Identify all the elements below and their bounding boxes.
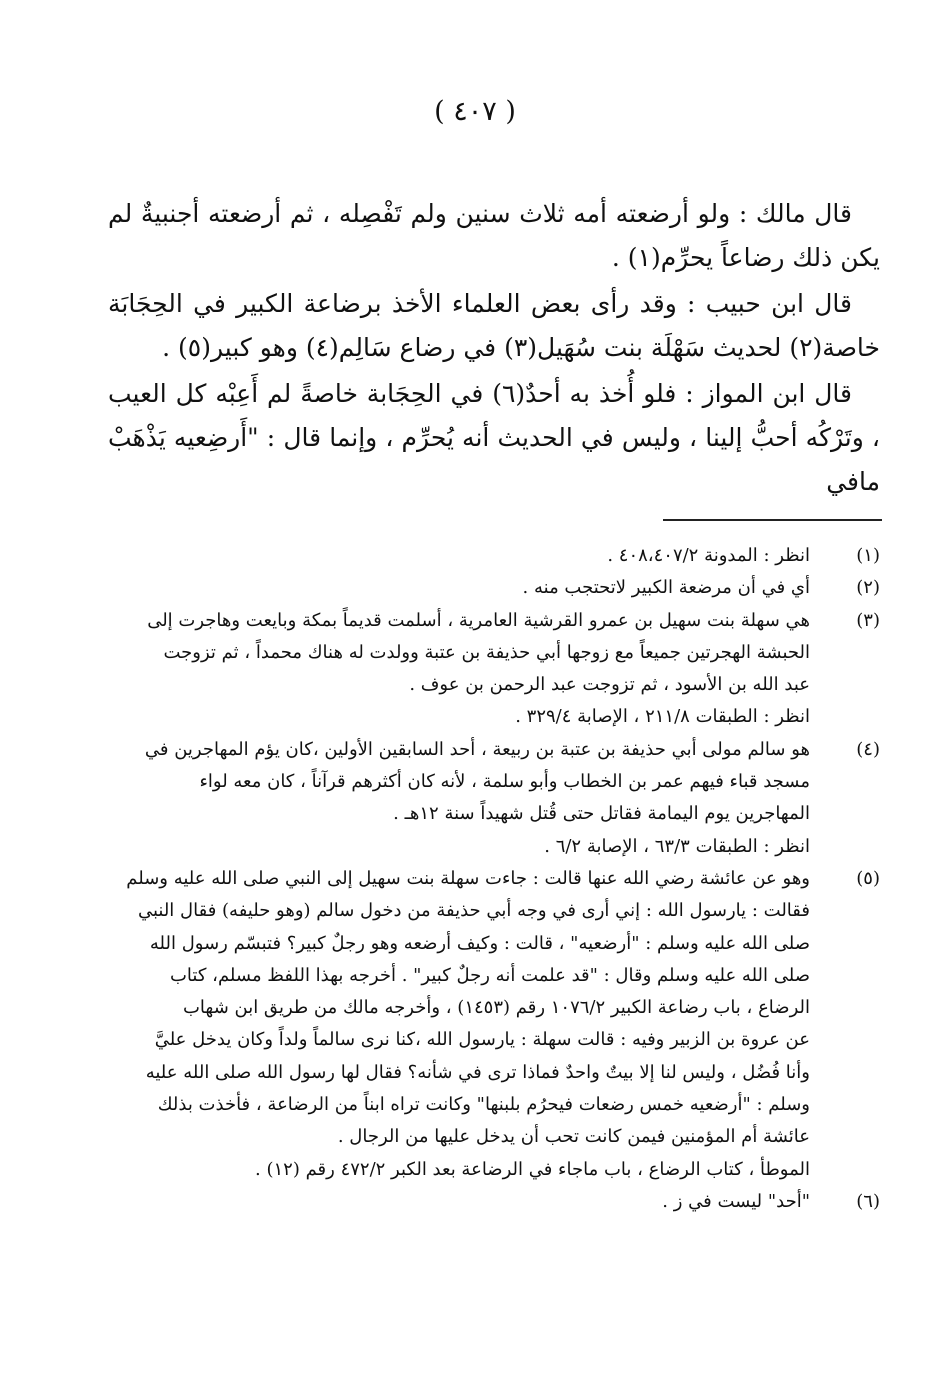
footnote-line: صلى الله عليه وسلم وقال : "قد علمت أنه رجلٌ كبير" . أخرجه بهذا اللفظ مسلم، كتاب bbox=[169, 964, 810, 986]
footnote-separator bbox=[663, 519, 882, 521]
page-number: ( ٤٠٧ ) bbox=[434, 96, 516, 127]
footnotes bbox=[108, 540, 880, 1218]
footnote-line: انظر : الطبقات ٦٣/٣ ، الإصابة ٦/٢ . bbox=[544, 835, 810, 857]
footnote-line: "أحد" ليست في ز . bbox=[662, 1190, 810, 1212]
footnote-number: (٢) bbox=[856, 577, 880, 599]
footnote-number: (٦) bbox=[856, 1190, 880, 1212]
footnote-line: هي سهلة بنت سهيل بن عمرو القرشية العامرية ، أسلمت قديماً بمكة وبايعت وهاجرت إلى bbox=[147, 609, 810, 631]
footnote-line: وسلم : "أرضعيه خمس رضعات فيحرُم بلبنها" وكانت تراه ابناً من الرضاعة ، فأخذت بذلك bbox=[157, 1094, 810, 1116]
footnote-line: عبد الله بن الأسود ، ثم تزوجت عبد الرحمن بن عوف . bbox=[409, 674, 810, 696]
footnote-line: وهو عن عائشة رضي الله عنها قالت : جاءت سهلة بنت سهيل إلى النبي صلى الله عليه وسلم bbox=[126, 867, 810, 889]
footnote-number: (٥) bbox=[856, 867, 880, 889]
footnote-line: الموطأ ، كتاب الرضاع ، باب ماجاء في الرضاعة بعد الكبر ٤٧٢/٢ رقم (١٢) . bbox=[255, 1158, 810, 1180]
footnote-line: الحبشة الهجرتين جميعاً مع زوجها أبي حذيفة بن عتبة وولدت له هناك محمداً ، ثم تزوجت bbox=[163, 641, 810, 663]
footnote-line: فقالت : يارسول الله : إني أرى في وجه أبي حذيفة من دخول سالم (وهو حليفه) فقال النبي bbox=[137, 900, 810, 922]
paragraph-ibn-habib: قال ابن حبيب : وقد رأى بعض العلماء الأخذ برضاعة الكبير في الحِجَابَة خاصة(٢) لحديث سَهْلَة بنت سُهَيل(٣) في رضاع سَالِم(٤) وهو كبير(٥) . bbox=[108, 289, 880, 362]
footnote-line: صلى الله عليه وسلم : "أرضعيه" ، قالت : وكيف أرضعه وهو رجلٌ كبير؟ فتبسّم رسول الله bbox=[149, 932, 810, 954]
footnote-number: (٤) bbox=[856, 738, 880, 760]
footnote-line: أي في أن مرضعة الكبير لاتحتجب منه . bbox=[522, 577, 810, 599]
footnote bbox=[108, 540, 880, 572]
footnote-line: انظر : الطبقات ٢١١/٨ ، الإصابة ٣٢٩/٤ . bbox=[515, 706, 810, 728]
footnote-line: الرضاع ، باب رضاعة الكبير ١٠٧٦/٢ رقم (١٤٥٣) ، وأخرجه مالك من طريق ابن شهاب bbox=[182, 997, 810, 1019]
footnote bbox=[108, 734, 880, 863]
footnote-line: عن عروة بن الزبير وفيه : قالت سهلة : يارسول الله ،كنا نرى سالماً ولداً وكان يدخل عليَّ bbox=[154, 1029, 810, 1051]
footnote-line: هو سالم مولى أبي حذيفة بن عتبة بن ربيعة ، أحد السابقين الأولين ،كان يؤم المهاجرين في bbox=[144, 738, 810, 760]
footnote bbox=[108, 863, 880, 1186]
footnote-number: (١) bbox=[856, 545, 880, 566]
footnote-line: وأنا فُضُل ، وليس لنا إلا بيتٌ واحدٌ فماذا ترى في شأنه؟ فقال لها رسول الله صلى الله عليه bbox=[145, 1061, 810, 1083]
paragraph-ibn-al-mawwaz: قال ابن المواز : فلو أُخذ به أحدٌ(٦) في الحِجَابة خاصةً لم أَعِبْه كل العيب ، وتَرْكُه أحبُّ إلينا ، وليس في الحديث أنه يُحرِّم ، وإنما قال : "أَرضِعيه يَذْهَبْ مافي bbox=[108, 379, 880, 496]
footnote-line: مسجد قباء فيهم عمر بن الخطاب وأبو سلمة ، لأنه كان أكثرهم قرآناً ، كان معه لواء bbox=[199, 771, 810, 793]
footnote bbox=[108, 572, 880, 604]
footnote bbox=[108, 1186, 880, 1218]
footnote-line: انظر : المدونة ٤٠٨،٤٠٧/٢ . bbox=[607, 545, 810, 566]
main-text bbox=[108, 192, 880, 506]
footnote-number: (٣) bbox=[856, 609, 880, 631]
footnote-line: المهاجرين يوم اليمامة فقاتل حتى قُتل شهيداً سنة ١٢هـ . bbox=[393, 803, 810, 825]
footnote-line: عائشة أم المؤمنين فيمن كانت تحب أن يدخل عليها من الرجال . bbox=[337, 1126, 810, 1148]
footnote bbox=[108, 605, 880, 734]
paragraph-malik: قال مالك : ولو أرضعته أمه ثلاث سنين ولم تَفْصِله ، ثم أرضعته أجنبيةٌ لم يكن ذلك رضاعاً يحرِّم(١) . bbox=[108, 199, 880, 272]
